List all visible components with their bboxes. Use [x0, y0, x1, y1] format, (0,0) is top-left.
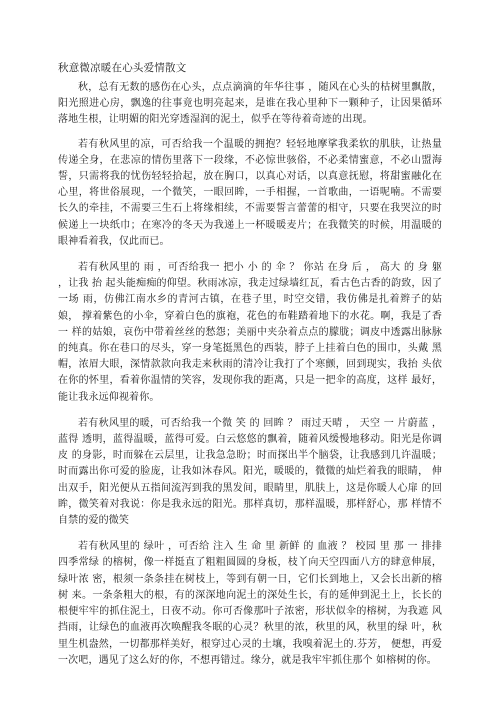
document-page [58, 60, 442, 679]
paragraph-2: 若有秋风里的凉，可否给我一个温暖的拥抱？轻轻地摩挲我柔软的肌肤，让热量传递全身，在悲凉的情伤里落下一段缘，不必惊世骇俗，不必柔情蜜意，不必山盟海誓，只需将我的忧伤轻轻拾起，放在胸口，以真心对话，以真意抚慰，将甜蜜融化在心里，将世俗展现，一个微笑，一眼回眸，一手相握，一首歌曲，一语呢喃。不需要长久的牵挂，不需要三生石上将缘相续，不需要誓言蕾蕾的相守，只要在我哭泣的时候递上一块纸巾；在寒冷的冬天为我递上一杯暖暖麦片；在我微笑的时候，用温暖的眼神看着我，仅此而已。 [58, 138, 442, 247]
paragraph-3: 若有秋风里的 雨 ，可否给我一 把小 小 的 伞 ？ 你站 在身 后 ， 高大 的 身 躯 ，让我 抬 起头能痴痴的仰望。秋雨冰凉，我走过绿墙红瓦，看古色古香的韵致，因了一场 雨，仿佛江南水乡的青河古镇，在巷子里，时空交错，我仿佛是扎着辫子的姑娘， 撑着紫色的小伞，穿着白色的旗袍，花色的布鞋踏着地下的水花。啊，我是了香一 样的姑娘，哀伤中带着丝丝的愁怨；美丽中夹杂着点点的朦胧；调皮中透露出脉脉 的纯真。你在巷口的尽头，穿一身笔挺黑色的西装，脖子上挂着白色的围巾，头戴 黑帽，浓眉大眼，深情款款向我走来秋雨的清冷让我打了个寒颤，回到现实，我抬 头依在你的怀里，看着你温情的笑容，发现你我的距离，只是一把伞的高度，这样 最好，能让我永远仰视着你。 [58, 262, 442, 403]
document-title: 秋意微凉暖在心头爱情散文 [58, 62, 187, 74]
paragraph-5: 若有秋风里的 绿叶 ，可否给 注入 生 命 里 新鲜 的 血液 ？ 校园 里 那 一 排排四季常绿 的榕树，像一样挺直了粗粗圆圆的身板，枝丫向天空四面八方的肆意伸展，绿叶浓 密，根须一条条挂在树枝上，等到有朝一日，它们长到地上，又会长出新的榕树 来。一条条粗大的根，有的深深地向泥土的深处生长，有的延伸到泥土上，长长的 根便牢牢的抓住泥土，日夜不动。你可否像那叶子浓密，形状似伞的榕树，为我遮 风挡雨，让绿色的血液再次唤醒我冬眠的心灵？秋里的浓，秋里的风，秋里的绿 叶，秋里生机盎然，一切都那样美好，根穿过心灵的土壤，我嗅着泥土的.芬芳， 便想，再爱一次吧，遇见了这么好的你，不想再错过。缘分，就是我牢牢抓住那个 如榕树的你。 [58, 541, 442, 666]
paragraph-4: 若有秋风里的暖，可否给我一个微 笑 的 回眸 ？ 雨过天晴 ， 天空 一 片蔚蓝 ， 蓝得 透明，蓝得温暖，蓝得可爱。白云悠悠的飘着，随着风缓慢地移动。阳光是你调皮 的身影，时而躲在云层里，让我急急盼；时而探出半个脑袋，让我感到几许温暖； 时而露出你可爱的脸庞，让我如沐春风。阳光，暖暖的，微微的灿烂着我的眼睛， 伸出双手，阳光便从五指间流泻到我的黑发间，眼睛里，肌肤上，这是你暖人心扉 的回眸，微笑着对我说：你是我永远的阳光。那样真切，那样温暖，那样舒心，那 样情不自禁的爱的微笑 [58, 417, 442, 527]
paragraph-1: 秋，总有无数的感伤在心头，点点滴滴的年华往事 ，随风在心头的枯树里飘散，阳光照进心房，飘逸的往事竟也明亮起来，是谁在我心里种下一颗种子，让因果循环落地生根，让明媚的阳光穿透湿润的泥土，似乎在等待着奇迹的出现。 [58, 82, 442, 126]
